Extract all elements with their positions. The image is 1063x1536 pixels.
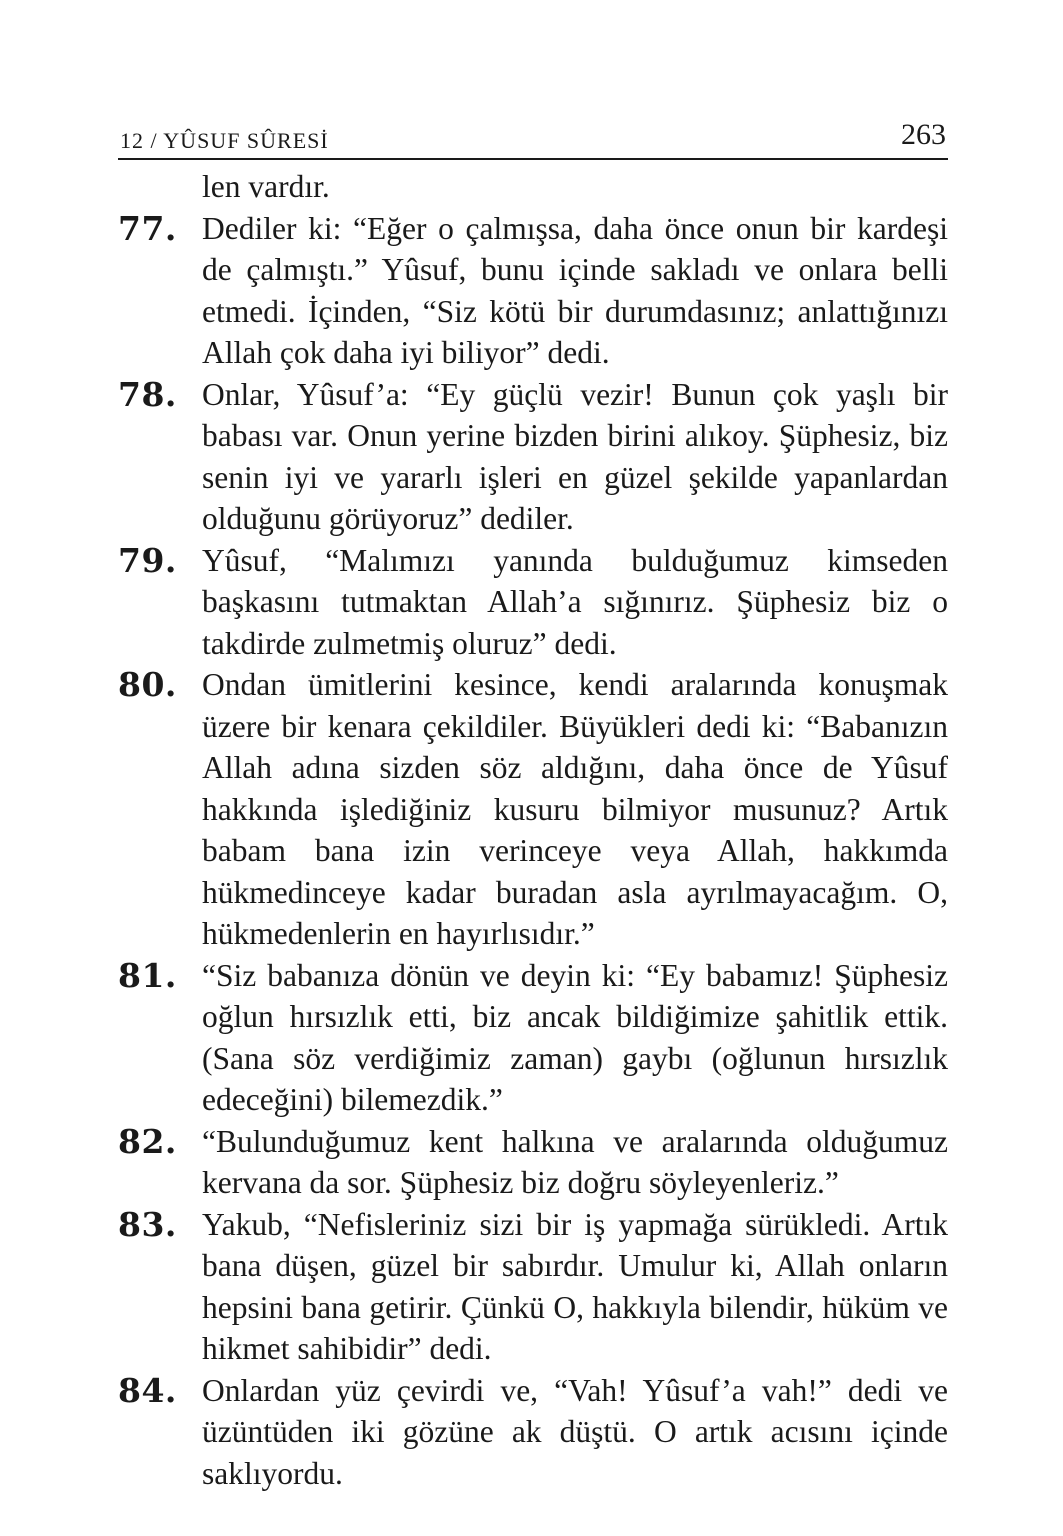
verse-number: 83. xyxy=(118,1204,177,1244)
verse-78 xyxy=(118,374,948,540)
verse-81 xyxy=(118,955,948,1121)
page-number: 263 xyxy=(901,118,946,151)
verse-text: Dediler ki: “Eğer o çalmışsa, daha önce onun bir kardeşi de çalmıştı.” Yûsuf, bunu içinde sakladı ve onlara belli etmedi. İçinden, “Siz kötü bir durumdasınız; anlattığınızı Allah çok daha iyi biliyor” dedi. xyxy=(202,210,948,370)
verse-text: “Bulunduğumuz kent halkına ve aralarında olduğumuz kervana da sor. Şüphesiz biz doğru söyleyenleriz.” xyxy=(202,1123,948,1200)
verse-82 xyxy=(118,1121,948,1204)
verse-84 xyxy=(118,1370,948,1495)
running-title: 12 / YÛSUF SÛRESİ xyxy=(120,128,329,153)
verse-text: Yakub, “Nefisleriniz sizi bir iş yapmağa sürükledi. Artık bana düşen, güzel bir sabırdır. Umulur ki, Allah onların hepsini bana getirir. Çünkü O, hakkıyla bilendir, hüküm ve hikmet sahibidir” dedi. xyxy=(202,1206,948,1366)
verse-number: 77. xyxy=(118,208,177,248)
page-header xyxy=(118,112,948,160)
continuation-text: len vardır. xyxy=(202,169,330,204)
page-body xyxy=(118,166,948,1494)
verse-text: Onlardan yüz çevirdi ve, “Vah! Yûsuf’a vah!” dedi ve üzüntüden iki gözüne ak düştü. O artık acısını içinde saklıyordu. xyxy=(202,1372,948,1491)
verse-number: 78. xyxy=(118,374,177,414)
verse-80 xyxy=(118,664,948,955)
verse-text: Ondan ümitlerini kesince, kendi aralarında konuşmak üzere bir kenara çekildiler. Büyükleri dedi ki: “Babanızın Allah adına sizden söz aldığını, daha önce de Yûsuf hakkında işlediğiniz kusuru bilmiyor musunuz? Artık babam bana izin verinceye veya Allah, hakkımda hükmedinceye kadar buradan asla ayrılmayacağım. O, hükmedenlerin en hayırlısıdır.” xyxy=(202,667,948,951)
verse-83 xyxy=(118,1204,948,1370)
verse-77 xyxy=(118,208,948,374)
verse-text: Onlar, Yûsuf’a: “Ey güçlü vezir! Bunun çok yaşlı bir babası var. Onun yerine bizden birini alıkoy. Şüphesiz, biz senin iyi ve yararlı işleri en güzel şekilde yapanlardan olduğunu görüyoruz” dediler. xyxy=(202,376,948,536)
verse-number: 80. xyxy=(118,665,177,704)
verse-number: 81. xyxy=(118,955,177,995)
verse-text: Yûsuf, “Malımızı yanında bulduğumuz kimseden başkasını tutmaktan Allah’a sığınırız. Şüphesiz biz o takdirde zulmetmiş oluruz” dedi. xyxy=(202,542,948,661)
verse-text: “Siz babanıza dönün ve deyin ki: “Ey babamız! Şüphesiz oğlun hırsızlık etti, biz ancak bildiğimize şahitlik ettik. (Sana söz verdiğimiz zaman) gaybı (oğlunun hırsızlık edeceğini) bilemezdik.” xyxy=(202,957,948,1117)
verse-number: 79. xyxy=(118,540,177,580)
verse-79 xyxy=(118,540,948,665)
verse-number: 84. xyxy=(118,1370,177,1410)
verse-number: 82. xyxy=(118,1121,177,1161)
